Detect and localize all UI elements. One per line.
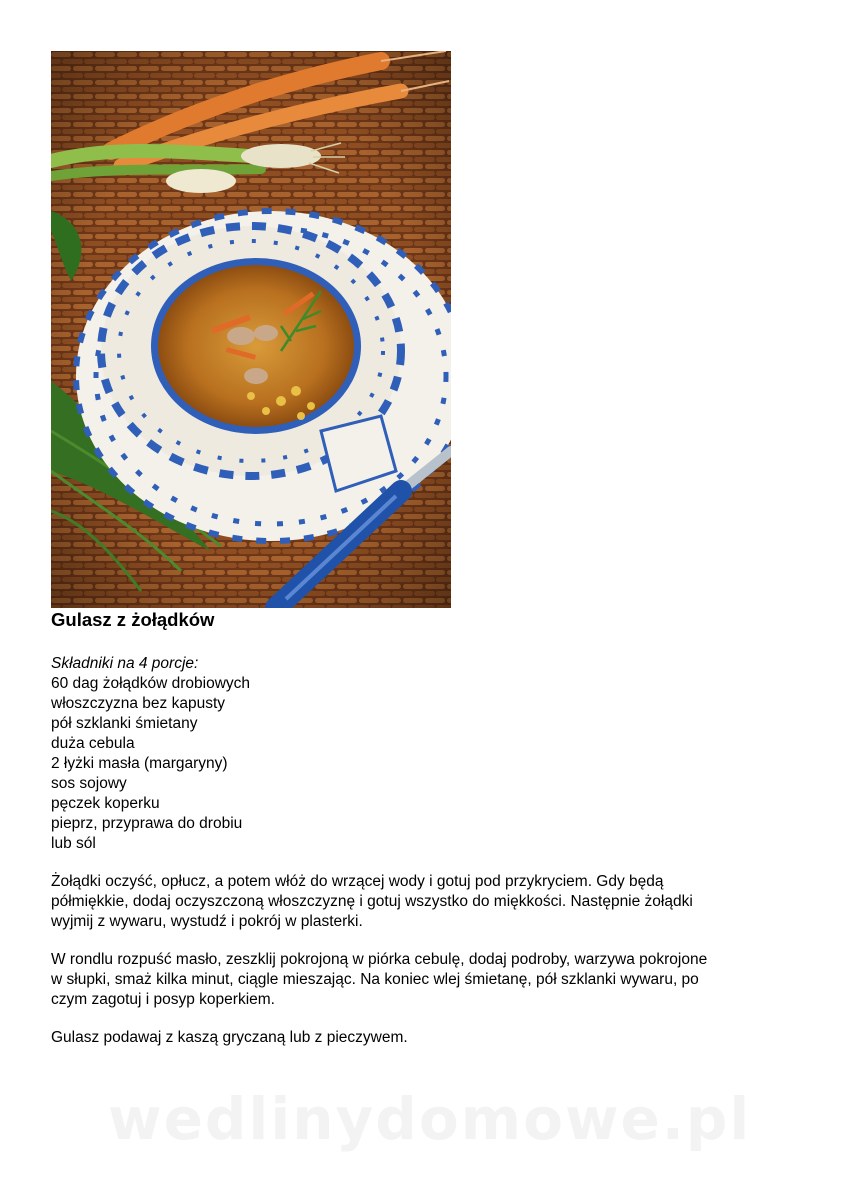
ingredient-item: lub sól [51,835,96,852]
ingredient-item: 2 łyżki masła (margaryny) [51,755,228,772]
ingredient-item: pół szklanki śmietany [51,715,198,732]
dish-photo [51,51,451,608]
ingredient-item: pieprz, przyprawa do drobiu [51,815,243,832]
paragraph-line: w słupki, smaż kilka minut, ciągle mieszając. Na koniec wlej śmietanę, pół szklanki wywaru, po [51,971,699,988]
recipe-title: Gulasz z żołądków [51,609,215,630]
ingredients-section [51,654,250,854]
paragraph-line: czym zagotuj i posyp koperkiem. [51,991,275,1008]
paragraph-line: Gulasz podawaj z kaszą gryczaną lub z pieczywem. [51,1029,408,1046]
ingredients-heading: Składniki na 4 porcje: [51,655,199,672]
watermark: wedlinydomowe.pl [108,1085,752,1153]
instructions-paragraph-2 [51,950,811,1010]
paragraph-line: Żołądki oczyść, opłucz, a potem włóż do wrzącej wody i gotuj pod przykryciem. Gdy będą [51,873,664,890]
ingredient-item: 60 dag żołądków drobiowych [51,675,251,692]
ingredients-list [51,674,250,854]
paragraph-line: wyjmij z wywaru, wystudź i pokrój w plasterki. [51,913,363,930]
ingredient-item: duża cebula [51,735,135,752]
ingredient-item: włoszczyzna bez kapusty [51,695,226,712]
paragraph-line: półmiękkie, dodaj oczyszczoną włoszczyznę i gotuj wszystko do miękkości. Następnie żołądki [51,893,693,910]
instructions-paragraph-1 [51,872,811,932]
paragraph-line: W rondlu rozpuść masło, zeszklij pokrojoną w piórka cebulę, dodaj podroby, warzywa pokrojone [51,951,708,968]
ingredient-item: pęczek koperku [51,795,160,812]
serving-note [51,1028,811,1048]
ingredient-item: sos sojowy [51,775,127,792]
